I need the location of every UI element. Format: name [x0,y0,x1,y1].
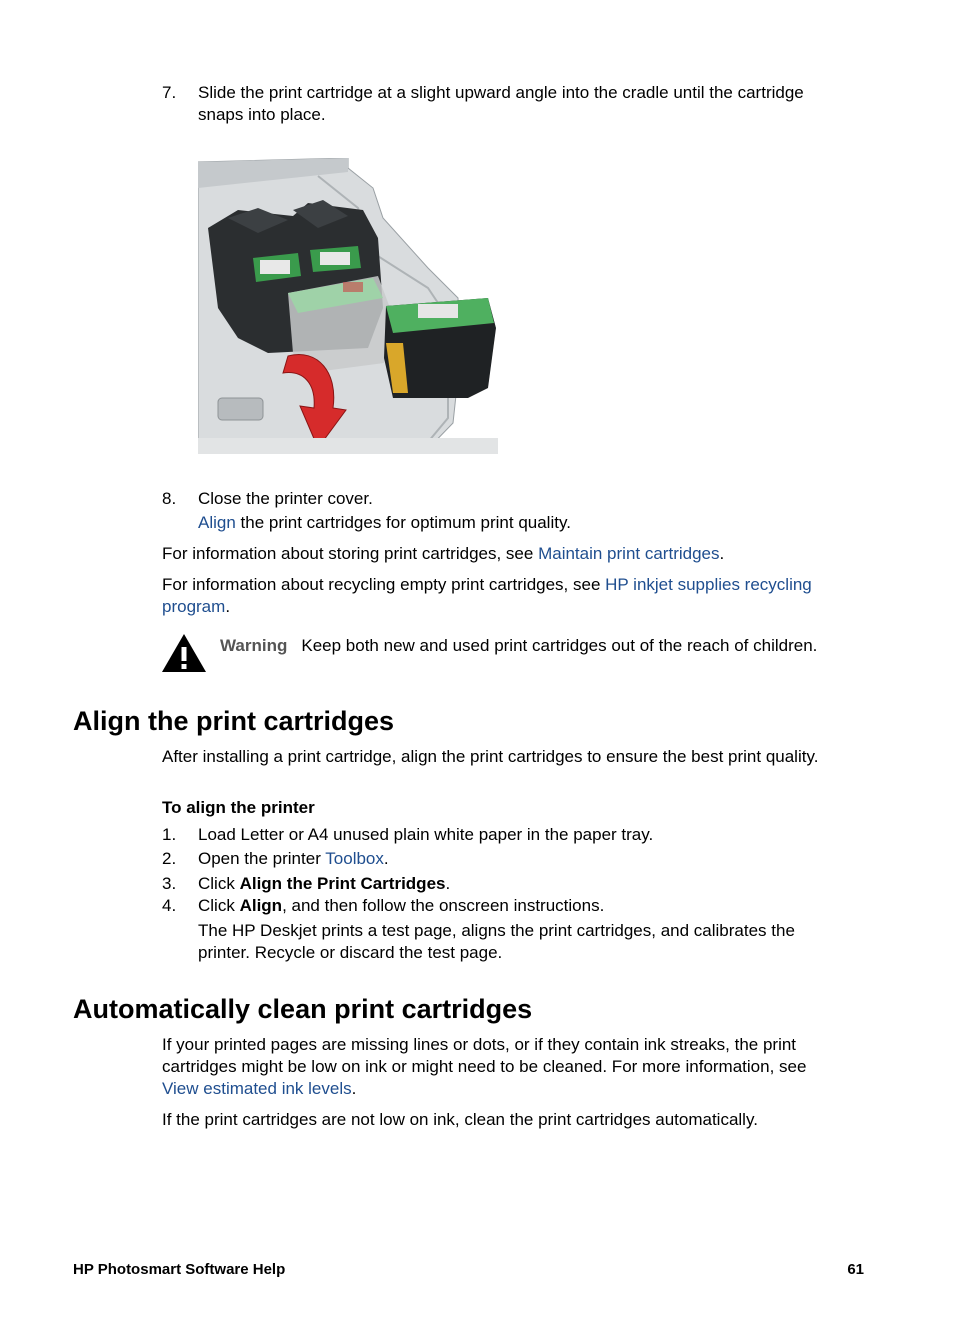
align-note [198,920,888,964]
align-step-2-text [198,848,389,870]
align-step-2-pre: Open the printer [198,849,326,868]
storing-paragraph-pre: For information about storing print cartridges, see [162,544,539,563]
recycling-paragraph-line1 [162,574,882,596]
align-step-4-number: 4. [162,896,177,915]
clean-paragraph-1 [162,1034,882,1100]
align-note-line1: The HP Deskjet prints a test page, aligns the print cartridges, and calibrates the [198,921,795,940]
warning-triangle-icon [161,632,207,673]
clean-paragraph-1-line3 [162,1078,882,1100]
warning-label: Warning [220,636,288,655]
storing-paragraph [162,543,724,565]
step-8-number: 8. [162,489,177,508]
align-link[interactable]: Align [198,513,236,532]
align-step-2-number: 2. [162,849,177,868]
align-step-1-text: Load Letter or A4 unused plain white paper in the paper tray. [198,825,654,844]
step-7-text [198,82,898,126]
warning-note [220,635,817,657]
step-7-line1: Slide the print cartridge at a slight upward angle into the cradle until the cartridge [198,83,804,102]
step-7-line2: snaps into place. [198,105,326,124]
align-step-4-pre: Click [198,896,240,915]
align-step-3-number: 3. [162,874,177,893]
step-8-subtext-rest: the print cartridges for optimum print quality. [235,513,571,532]
warning-text: Keep both new and used print cartridges out of the reach of children. [301,636,818,655]
maintain-cartridges-link[interactable]: Maintain print cartridges [538,544,720,563]
align-section-heading: Align the print cartridges [73,706,395,736]
toolbox-link[interactable]: Toolbox [325,849,384,868]
clean-section-heading: Automatically clean print cartridges [73,994,533,1024]
footer-title: HP Photosmart Software Help [73,1261,286,1278]
align-step-3-post: . [445,874,451,893]
recycling-paragraph [162,574,882,618]
align-step-1-number: 1. [162,825,177,844]
align-step-3-bold: Align the Print Cartridges [239,874,446,893]
step-8-subtext [198,512,571,534]
recycling-paragraph-line2 [162,596,882,618]
view-ink-levels-link[interactable]: View estimated ink levels [162,1079,352,1098]
clean-paragraph-1-line2: cartridges might be low on ink or might need to be cleaned. For more information, see [162,1057,807,1076]
storing-paragraph-post: . [719,544,725,563]
step-8-text: Close the printer cover. [198,489,373,508]
align-step-3-pre: Click [198,874,240,893]
recycling-program-link-cont[interactable]: program [162,597,226,616]
clean-paragraph-1-post: . [351,1079,357,1098]
align-intro: After installing a print cartridge, align the print cartridges to ensure the best print quality. [162,747,819,766]
align-step-4-post: , and then follow the onscreen instructions. [282,896,605,915]
align-subheading: To align the printer [162,798,315,817]
align-step-3-text [198,873,450,895]
align-step-2-post: . [383,849,389,868]
align-note-line2: printer. Recycle or discard the test page. [198,943,503,962]
clean-paragraph-1-line1: If your printed pages are missing lines or dots, or if they contain ink streaks, the print [162,1035,797,1054]
align-step-4-text [198,895,604,917]
printer-cartridge-illustration [198,158,498,454]
recycling-paragraph-pre: For information about recycling empty print cartridges, see [162,575,606,594]
step-7-number: 7. [162,83,177,102]
align-step-4-bold: Align [239,896,283,915]
recycling-paragraph-post: . [225,597,231,616]
recycling-program-link[interactable]: HP inkjet supplies recycling [605,575,812,594]
page-number: 61 [847,1261,864,1278]
clean-paragraph-2: If the print cartridges are not low on ink, clean the print cartridges automatically. [162,1110,758,1129]
